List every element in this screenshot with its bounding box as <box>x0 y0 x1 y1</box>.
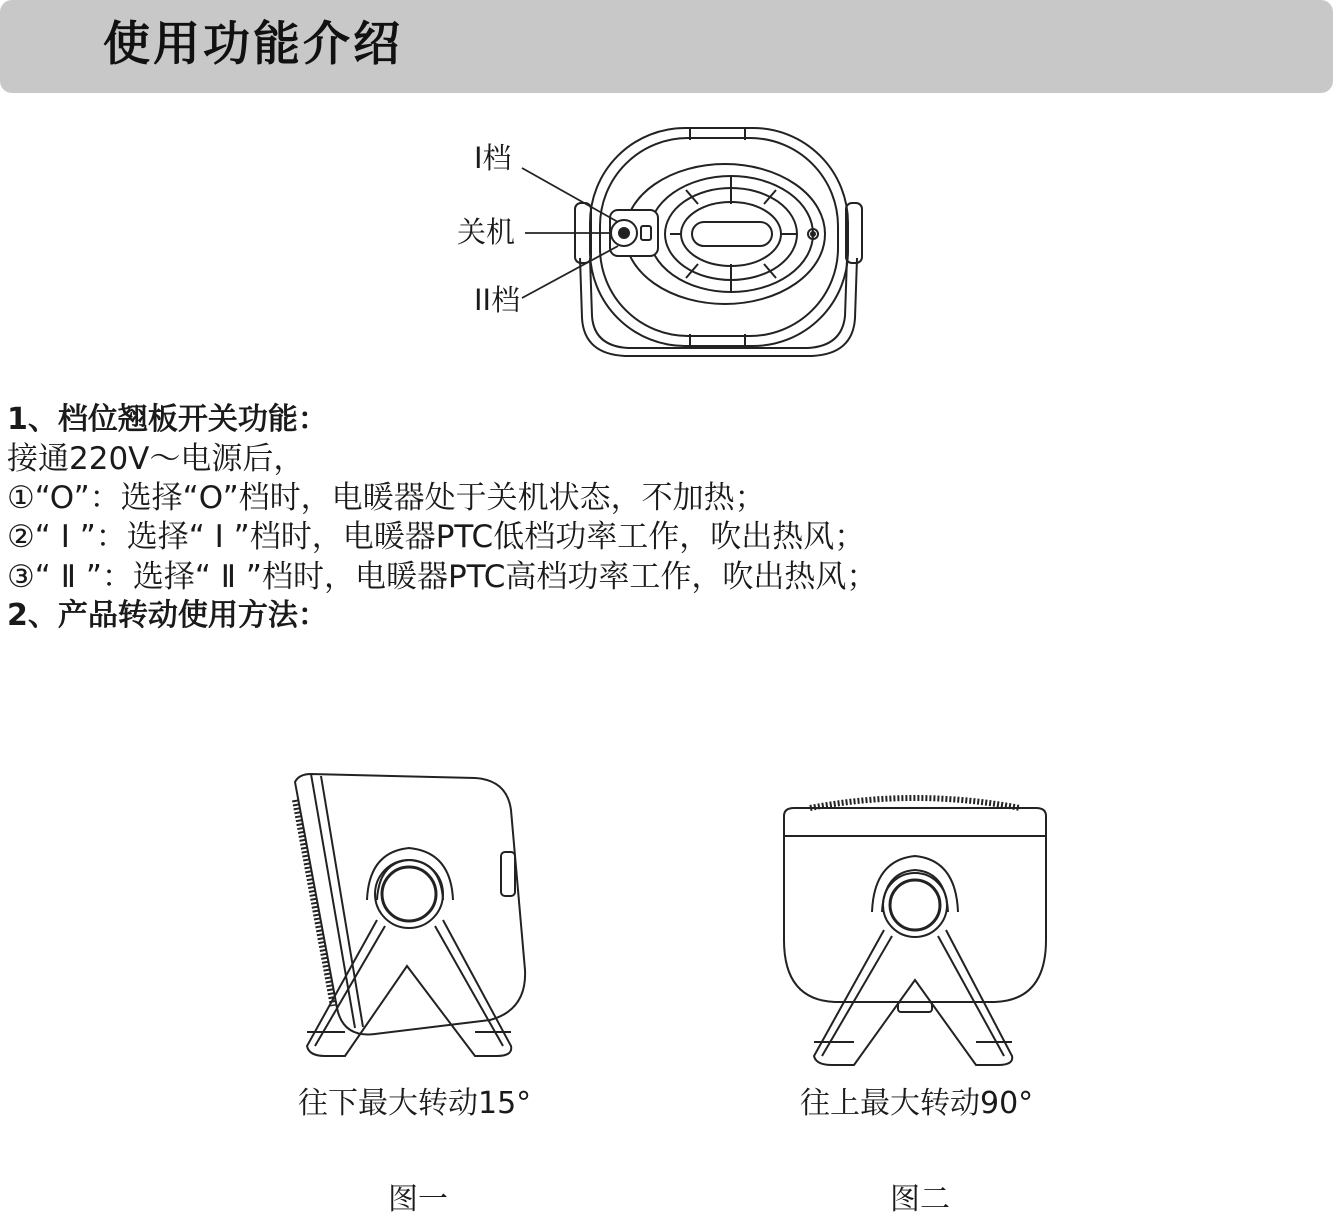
figure-2-label: 图二 <box>890 1182 950 1217</box>
label-gear-1: I档 <box>474 141 512 175</box>
label-gear-2: II档 <box>474 283 521 317</box>
figure-1-side-view <box>285 770 545 1070</box>
page-title: 使用功能介绍 <box>103 17 403 72</box>
figure-2-caption: 往上最大转动90° <box>800 1086 1034 1121</box>
section1-intro: 接通220V～电源后， <box>7 441 305 477</box>
title-bar <box>0 0 1333 93</box>
switch-item-high: ③“ Ⅱ ”：选择“ Ⅱ ”档时，电暖器PTC高档功率工作，吹出热风； <box>7 559 878 595</box>
section2-heading: 2、产品转动使用方法： <box>7 598 328 633</box>
figure-1-caption: 往下最大转动15° <box>298 1086 532 1121</box>
section1-heading: 1、档位翘板开关功能： <box>7 402 328 437</box>
switch-item-off: ①“O”：选择“O”档时，电暖器处于关机状态，不加热； <box>7 480 766 516</box>
figure-2-side-view <box>780 790 1050 1075</box>
switch-item-low: ②“ I ”：选择“ I ”档时，电暖器PTC低档功率工作，吹出热风； <box>7 519 866 555</box>
figure-1-label: 图一 <box>388 1182 448 1217</box>
label-power-off: 关机 <box>457 215 516 249</box>
